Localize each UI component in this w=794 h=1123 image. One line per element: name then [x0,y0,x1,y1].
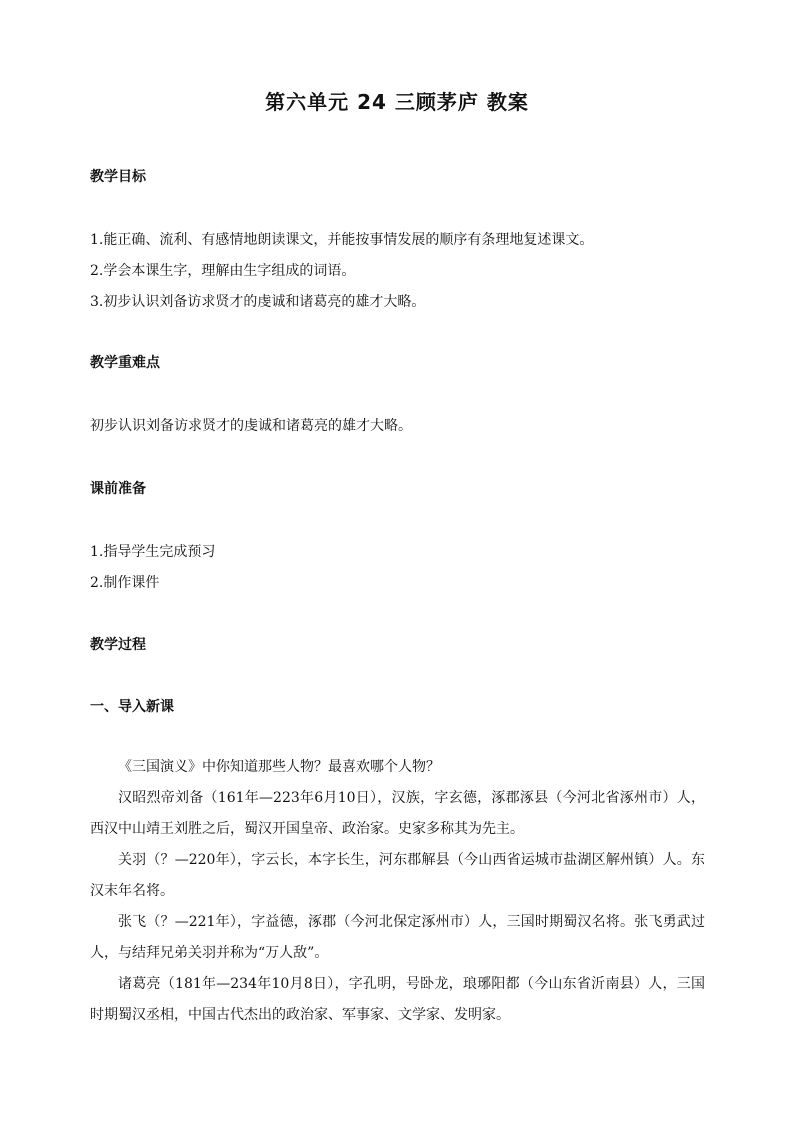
guan-yu-paragraph: 关羽（？—220年），字云长，本字长生，河东郡解县（今山西省运城市盐湖区解州镇）人。东汉末年名将。 [90,852,705,899]
intro-question-paragraph: 《三国演义》中你知道那些人物？最喜欢哪个人物？ [118,759,440,775]
zhang-fei-paragraph: 张飞（？—221年），字益德，涿郡（今河北保定涿州市）人，三国时期蜀汉名将。张飞勇武过人，与结拜兄弟关羽并称为“万人敌”。 [90,914,705,961]
objective-item-2: 2.学会本课生字，理解由生字组成的词语。 [90,263,356,279]
document-title: 第六单元 24 三顾茅庐 教案 [265,90,529,114]
preparation-item-2: 2.制作课件 [90,575,160,591]
preparation-heading: 课前准备 [90,481,146,497]
zhuge-liang-paragraph: 诸葛亮（181年—234年10月8日），字孔明，号卧龙，琅琊阳都（今山东省沂南县）人，三国时期蜀汉丞相，中国古代杰出的政治家、军事家、文学家、发明家。 [90,976,705,1023]
objective-item-3: 3.初步认识刘备访求贤才的虔诚和诸葛亮的雄才大略。 [90,294,426,310]
preparation-item-1: 1.指导学生完成预习 [90,544,216,560]
objectives-heading: 教学目标 [90,169,146,185]
process-heading: 教学过程 [90,637,146,653]
objective-item-1: 1.能正确、流利、有感情地朗读课文，并能按事情发展的顺序有条理地复述课文。 [90,232,594,248]
liu-bei-paragraph: 汉昭烈帝刘备（161年—223年6月10日），汉族，字玄德，涿郡涿县（今河北省涿州市）人，西汉中山靖王刘胜之后，蜀汉开国皇帝、政治家。史家多称其为先主。 [90,790,705,837]
key-points-text: 初步认识刘备访求贤才的虔诚和诸葛亮的雄才大略。 [90,418,412,434]
key-points-heading: 教学重难点 [90,355,160,371]
intro-subheading: 一、导入新课 [90,699,174,715]
